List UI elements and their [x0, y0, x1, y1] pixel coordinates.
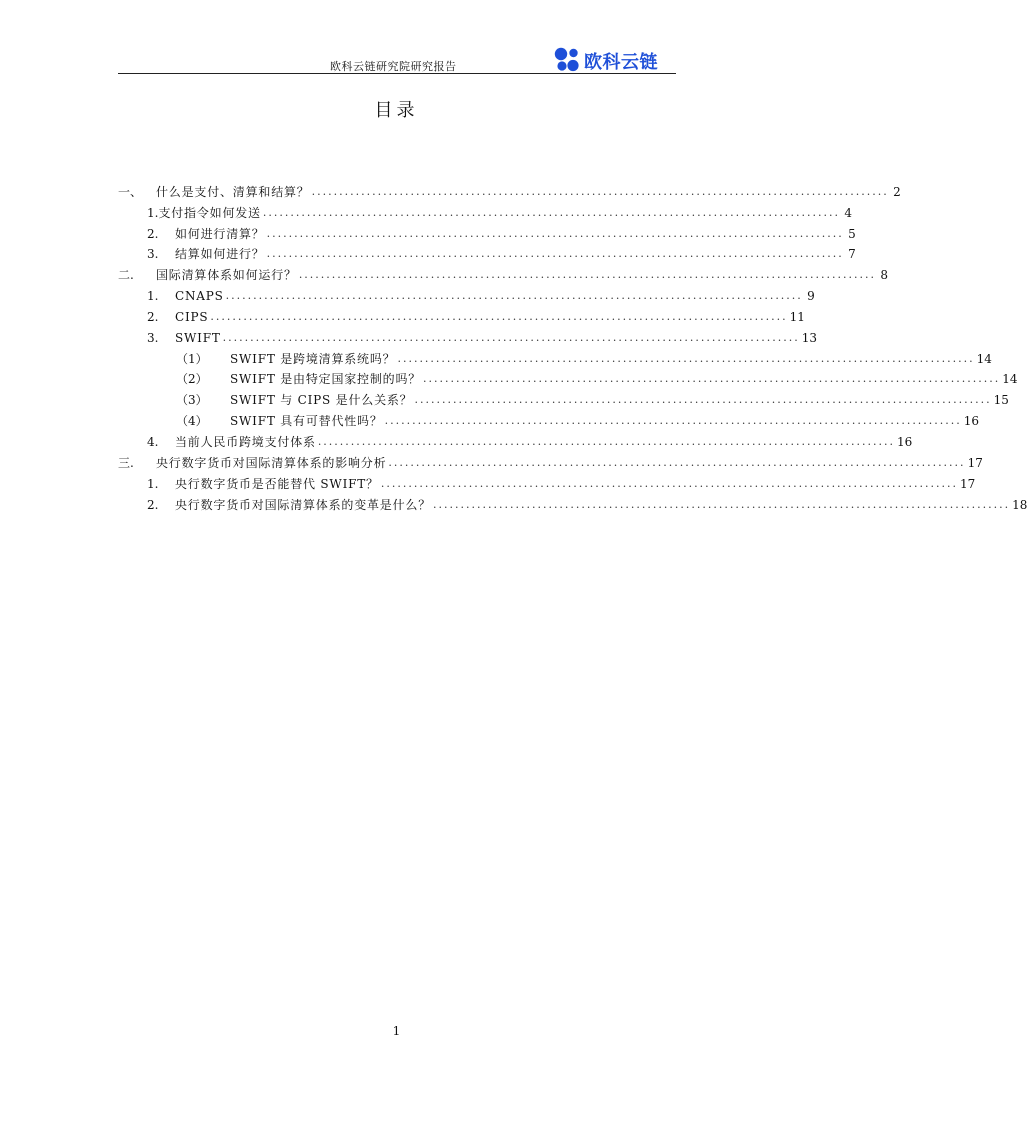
toc-dot-leader: ......................................................................................................... [423, 372, 1001, 386]
toc-entry-number: 一、 [118, 184, 143, 199]
toc-entry[interactable] [118, 178, 901, 199]
toc-entry-number: 3. [147, 247, 159, 262]
toc-entry[interactable] [118, 470, 976, 491]
toc-entry-number: （4） [176, 414, 208, 429]
toc-entry[interactable] [118, 491, 1027, 512]
toc-entry-number: （3） [176, 393, 208, 408]
toc-dot-leader: ......................................................................................................... [317, 434, 895, 448]
toc-entry-page: 7 [848, 247, 856, 262]
toc-entry[interactable] [118, 220, 856, 241]
toc-entry-label: 央行数字货币是否能替代 SWIFT？ [175, 476, 379, 491]
toc-entry-label: SWIFT 是由特定国家控制的吗？ [230, 372, 422, 387]
toc-entry-number: 1. [147, 205, 159, 220]
toc-dot-leader: ......................................................................................................... [433, 497, 1011, 511]
toc-entry-label: 支付指令如何发送 [158, 205, 261, 220]
toc-entry[interactable] [118, 428, 913, 449]
toc-dot-leader: ......................................................................................................... [262, 205, 841, 219]
company-logo [553, 46, 663, 72]
toc-entry-number: 2. [147, 497, 159, 512]
table-of-contents [118, 178, 1027, 512]
toc-entry[interactable] [118, 345, 992, 366]
toc-entry-label: SWIFT 具有可替代性吗？ [230, 414, 383, 429]
toc-entry-number: 1. [147, 289, 159, 304]
toc-entry-page: 14 [976, 351, 992, 366]
toc-dot-leader: ......................................................................................................... [380, 476, 958, 490]
toc-entry-page: 5 [848, 226, 856, 241]
toc-entry-page: 17 [967, 455, 983, 470]
toc-entry-number: 三. [118, 455, 134, 470]
toc-entry-label: 当前人民币跨境支付体系 [175, 434, 316, 449]
toc-dot-leader: ......................................................................................................... [414, 393, 992, 407]
toc-entry-label: 如何进行清算？ [175, 226, 265, 241]
toc-entry[interactable] [118, 199, 853, 220]
toc-dot-leader: ......................................................................................................... [266, 226, 844, 240]
toc-entry-page: 11 [789, 309, 805, 324]
toc-entry-number: 2. [147, 226, 159, 241]
logo-text: 欧科云链 [584, 52, 658, 73]
toc-entry-number: （2） [176, 372, 208, 387]
toc-entry[interactable] [118, 303, 805, 324]
toc-entry[interactable] [118, 282, 815, 304]
toc-entry-number: 4. [147, 434, 159, 449]
logo-dots-icon [553, 46, 581, 74]
toc-entry[interactable] [118, 386, 1009, 408]
toc-title: 目录 [374, 100, 419, 121]
toc-dot-leader: ......................................................................................................... [266, 247, 844, 261]
toc-dot-leader: ......................................................................................................... [210, 309, 788, 323]
toc-entry[interactable] [118, 407, 980, 429]
toc-entry-page: 17 [960, 476, 976, 491]
toc-dot-leader: ......................................................................................................... [388, 455, 966, 469]
toc-entry-page: 14 [1002, 372, 1018, 387]
toc-entry-page: 16 [896, 434, 913, 449]
toc-entry-number: （1） [176, 351, 208, 366]
toc-entry-label: 国际清算体系如何运行？ [156, 268, 297, 283]
toc-entry-page: 8 [880, 268, 888, 283]
toc-entry[interactable] [118, 366, 1018, 387]
page-number: 1 [392, 1024, 401, 1038]
header-divider [118, 73, 676, 74]
toc-entry-label: 央行数字货币对国际清算体系的影响分析 [156, 455, 387, 470]
toc-entry-page: 18 [1012, 497, 1027, 512]
toc-dot-leader: ......................................................................................................... [298, 268, 876, 282]
toc-dot-leader: ......................................................................................................... [225, 289, 803, 303]
toc-entry-label: 什么是支付、清算和结算？ [156, 184, 310, 199]
toc-entry-label: SWIFT [175, 330, 221, 345]
toc-entry-label: 央行数字货币对国际清算体系的变革是什么？ [175, 497, 432, 512]
toc-entry-label: CIPS [175, 309, 209, 324]
toc-entry-number: 2. [147, 309, 159, 324]
report-header-title: 欧科云链研究院研究报告 [330, 60, 457, 73]
toc-dot-leader: ......................................................................................................... [384, 414, 962, 428]
toc-dot-leader: ......................................................................................................... [311, 184, 889, 198]
toc-entry-label: SWIFT 与 CIPS 是什么关系？ [230, 393, 413, 408]
toc-dot-leader: ......................................................................................................... [397, 351, 975, 365]
toc-entry-number: 3. [147, 330, 159, 345]
toc-entry-page: 16 [963, 414, 980, 429]
toc-entry-label: SWIFT 是跨境清算系统吗？ [230, 351, 396, 366]
toc-entry-page: 15 [993, 393, 1009, 408]
toc-dot-leader: ......................................................................................................... [222, 330, 800, 344]
toc-entry-label: 结算如何进行？ [175, 247, 265, 262]
toc-entry-page: 13 [801, 330, 818, 345]
toc-entry-number: 1. [147, 476, 159, 491]
toc-entry-label: CNAPS [175, 289, 224, 304]
toc-entry-page: 9 [807, 289, 815, 304]
toc-entry[interactable] [118, 449, 983, 470]
toc-entry-number: 二. [118, 268, 134, 283]
toc-entry[interactable] [118, 261, 888, 283]
toc-entry-page: 2 [893, 184, 901, 199]
toc-entry[interactable] [118, 324, 818, 345]
toc-entry[interactable] [118, 241, 856, 262]
toc-entry-page: 4 [844, 205, 853, 220]
